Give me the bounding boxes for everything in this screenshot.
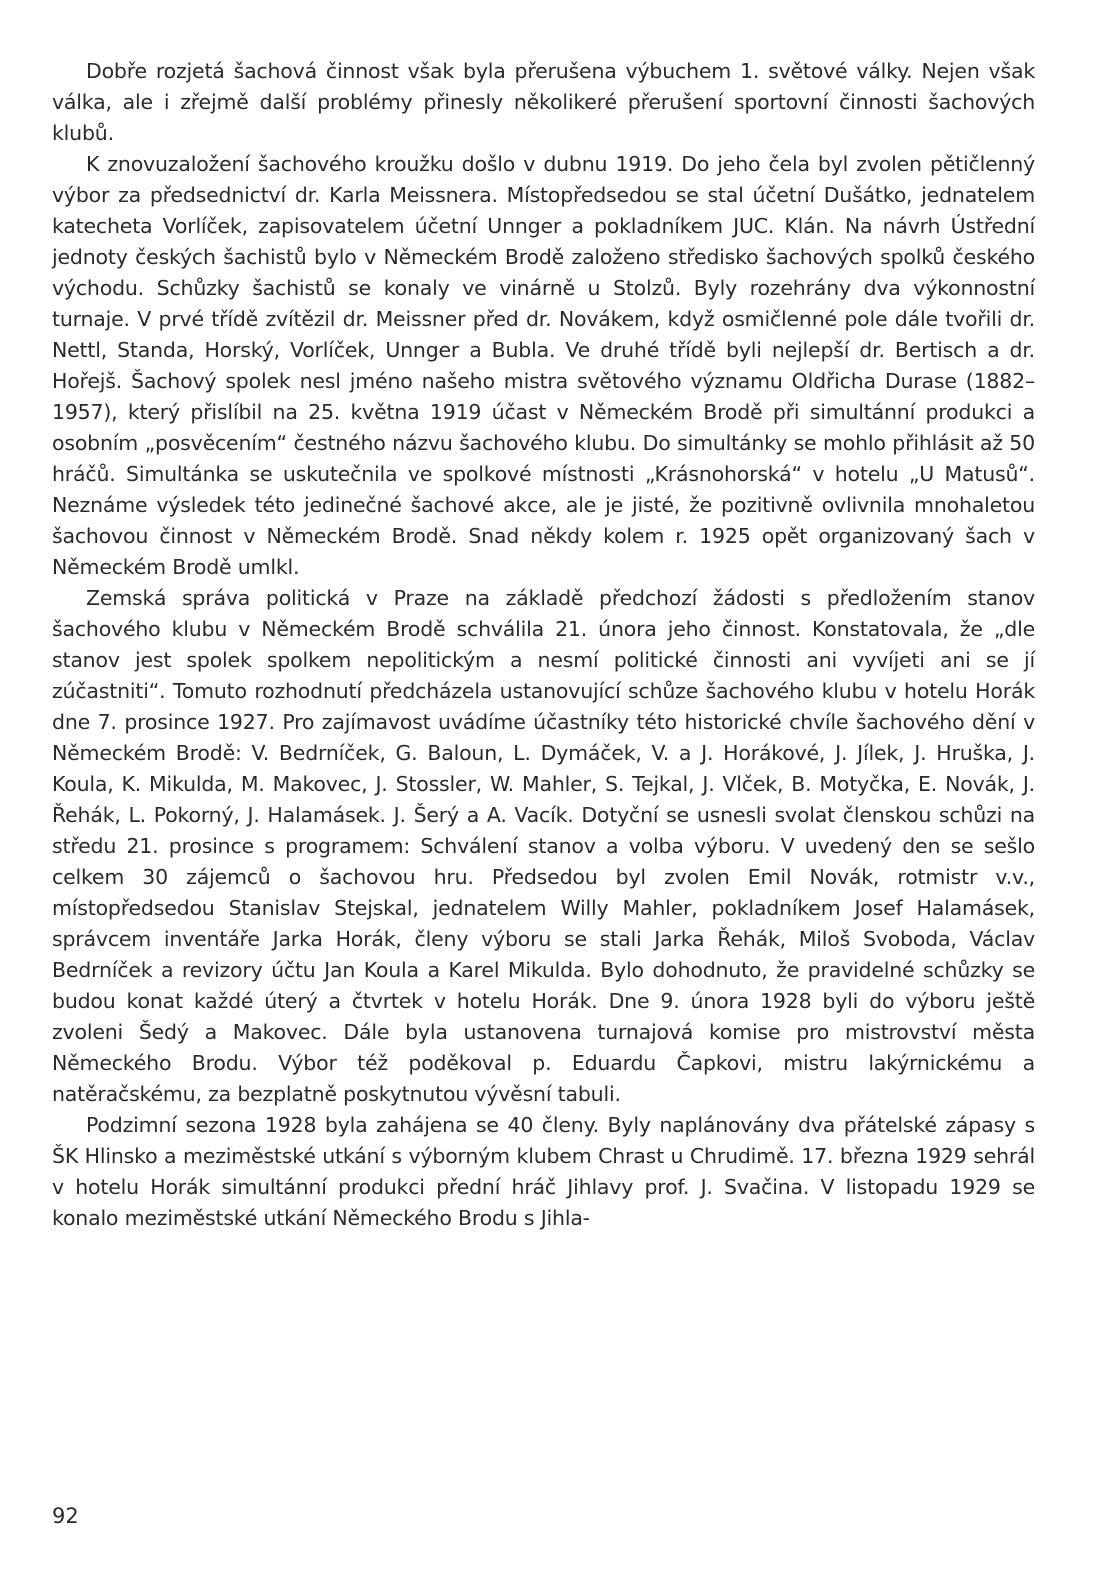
paragraph-3: Zemská správa politická v Praze na základě předchozí žádosti s předložením stanov šachového klubu v Německém Brodě schválila 21. února jeho činnost. Konstatovala, že „dle stanov jest spolek spolkem nepolitickým a nesmí politické činnosti ani vyvíjeti ani se jí zúčastniti“. Tomuto rozhodnutí předcházela ustanovující schůze šachového klubu v hotelu Horák dne 7. prosince 1927. Pro zajímavost uvádíme účastníky této historické chvíle šachového dění v Německém Brodě: V. Bedrníček, G. Baloun, L. Dymáček, V. a J. Horákové, J. Jílek, J. Hruška, J. Koula, K. Mikulda, M. Makovec, J. Stossler, W. Mahler, S. Tejkal, J. Vlček, B. Motyčka, E. Novák, J. Řehák, L. Pokorný, J. Halamásek. J. Šerý a A. Vacík. Dotyční se usnesli svolat členskou schůzi na středu 21. prosince s programem: Schválení stanov a volba výboru. V uvedený den se sešlo celkem 30 zájemců o šachovou hru. Předsedou byl zvolen Emil Novák, rotmistr v.v., místopředsedou Stanislav Stejskal, jednatelem Willy Mahler, pokladníkem Josef Halamásek, správcem inventáře Jarka Horák, členy výboru se stali Jarka Řehák, Miloš Svoboda, Václav Bedrníček a revizory účtu Jan Koula a Karel Mikulda. Bylo dohodnuto, že pravidelné schůzky se budou konat každé úterý a čtvrtek v hotelu Horák. Dne 9. února 1928 byli do výboru ještě zvoleni Šedý a Makovec. Dále byla ustanovena turnajová komise pro mistrovství města Německého Brodu. Výbor též poděkoval p. Eduardu Čapkovi, mistru lakýrnickému a natěračskému, za bezplatně poskytnutou vývěsní tabuli.: [52, 586, 1035, 1106]
page-body: [52, 56, 1035, 1234]
page-number: 92: [52, 1504, 79, 1528]
paragraph-4: Podzimní sezona 1928 byla zahájena se 40 členy. Byly naplánovány dva přátelské zápasy s ŠK Hlinsko a meziměstské utkání s výborným klubem Chrast u Chrudimě. 17. března 1929 sehrál v hotelu Horák simultánní produkci přední hráč Jihlavy prof. J. Svačina. V listopadu 1929 se konalo meziměstské utkání Německého Brodu s Jihla-: [52, 1113, 1035, 1230]
paragraph-1: Dobře rozjetá šachová činnost však byla přerušena výbuchem 1. světové války. Nejen však válka, ale i zřejmě další problémy přinesly několikeré přerušení sportovní činnosti šachových klubů.: [52, 59, 1035, 145]
paragraph-2: K znovuzaložení šachového kroužku došlo v dubnu 1919. Do jeho čela byl zvolen pětičlenný výbor za předsednictví dr. Karla Meissnera. Místopředsedou se stal účetní Dušátko, jednatelem katecheta Vorlíček, zapisovatelem účetní Unnger a pokladníkem JUC. Klán. Na návrh Ústřední jednoty českých šachistů bylo v Německém Brodě založeno středisko šachových spolků českého východu. Schůzky šachistů se konaly ve vinárně u Stolzů. Byly rozehrány dva výkonnostní turnaje. V prvé třídě zvítězil dr. Meissner před dr. Novákem, když osmičlenné pole dále tvořili dr. Nettl, Standa, Horský, Vorlíček, Unnger a Bubla. Ve druhé třídě byli nejlepší dr. Bertisch a dr. Hořejš. Šachový spolek nesl jméno našeho mistra světového významu Oldřicha Durase (1882–1957), který přislíbil na 25. května 1919 účast v Německém Brodě při simultánní produkci a osobním „posvěcením“ čestného názvu šachového klubu. Do simultánky se mohlo přihlásit až 50 hráčů. Simultánka se uskutečnila ve spolkové místnosti „Krásnohorská“ v hotelu „U Matusů“. Neznáme výsledek této jedinečné šachové akce, ale je jisté, že pozitivně ovlivnila mnohaletou šachovou činnost v Německém Brodě. Snad někdy kolem r. 1925 opět organizovaný šach v Německém Brodě umlkl.: [52, 152, 1035, 579]
